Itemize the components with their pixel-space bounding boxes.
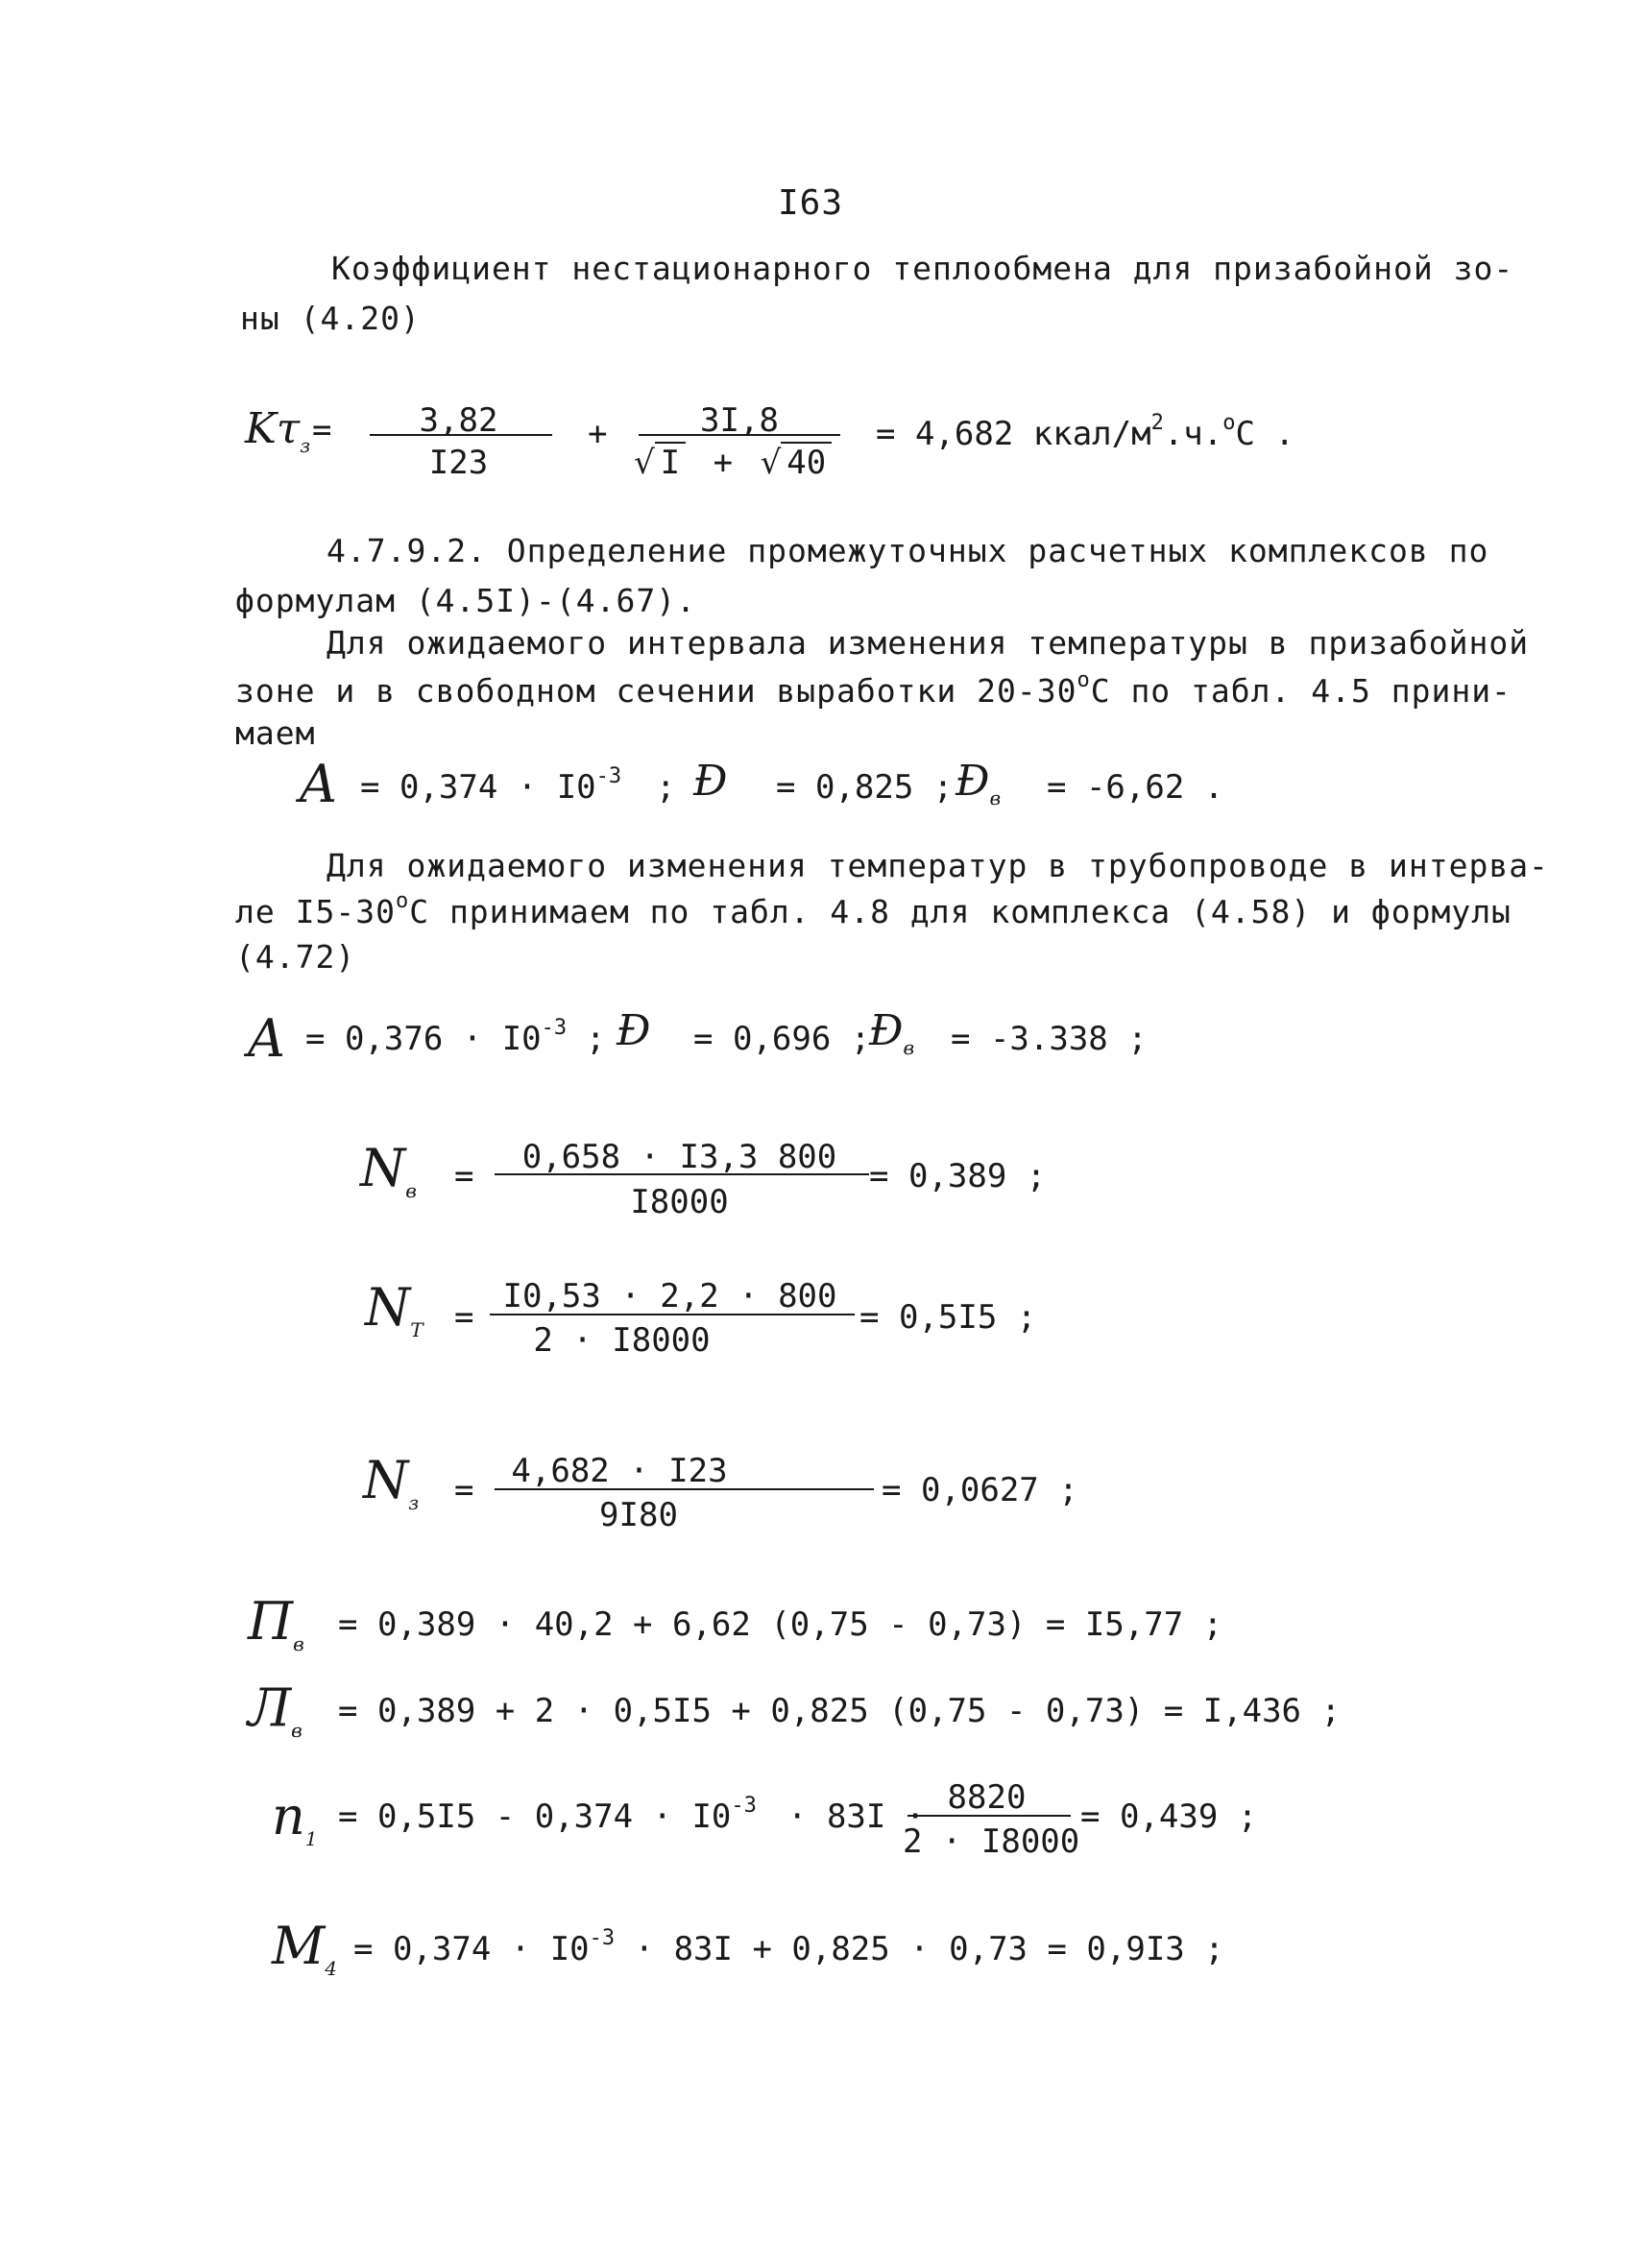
para2-line-1: Для ожидаемого изменения температур в трубопроводе в интерва- bbox=[327, 847, 1549, 884]
nz-denominator: 9I80 bbox=[599, 1496, 678, 1534]
k-frac2-bar bbox=[639, 434, 840, 436]
lb-symbol: $Л_в$ bbox=[248, 1677, 302, 1742]
eq1-b-symbol: Ð bbox=[693, 757, 728, 806]
k-symbol: $K\tau_з$ bbox=[245, 404, 311, 457]
nb-numerator: 0,658 · I3,3 800 bbox=[521, 1138, 837, 1176]
n1-numerator: 8820 bbox=[947, 1778, 1027, 1817]
para2-line-3: (4.72) bbox=[235, 938, 356, 976]
section-line-2: формулам (4.5I)-(4.67). bbox=[235, 582, 696, 619]
k-equals: = bbox=[312, 411, 332, 449]
lb-expression: = 0,389 + 2 · 0,5I5 + 0,825 (0,75 - 0,73) = I,436 ; bbox=[338, 1692, 1341, 1730]
intro-line-2: ны (4.20) bbox=[240, 300, 421, 337]
n1-expression-a: = $0,5I5 - 0,374 \cdot I0^{-3}$ bbox=[338, 1793, 757, 1836]
eq2-separator: ; bbox=[586, 1020, 606, 1058]
eq2-c-value: = -3.338 ; bbox=[951, 1020, 1148, 1058]
nb-result: = 0,389 ; bbox=[869, 1157, 1047, 1195]
page-number: I63 bbox=[778, 183, 844, 223]
n1-expression-b: · 83I · bbox=[787, 1798, 926, 1836]
para1-line-3: маем bbox=[235, 714, 316, 752]
nb-equals: = bbox=[454, 1157, 474, 1195]
m4-symbol: $M_4$ bbox=[272, 1916, 338, 1980]
eq1-separator: ; bbox=[656, 768, 676, 807]
m4-expression: = $0,374 \cdot I0^{-3} \cdot 83I + 0,825 \cdot 0,73 = 0,9I3$ ; bbox=[353, 1925, 1224, 1968]
eq2-c-symbol: $Ð_в$ bbox=[869, 1006, 915, 1059]
intro-line-1: Коэффициент нестационарного теплообмена для призабойной зо- bbox=[331, 250, 1514, 287]
nb-bar bbox=[495, 1173, 869, 1175]
eq1-a-symbol: A bbox=[300, 754, 337, 814]
para1-line-1: Для ожидаемого интервала изменения температуры в призабойной bbox=[327, 624, 1530, 662]
k-result: = 4,682 ккал/$м^2.ч.^oC$ . bbox=[876, 410, 1294, 453]
eq2-b-value: = 0,696 ; bbox=[693, 1020, 871, 1058]
nz-bar bbox=[495, 1488, 874, 1490]
nz-equals: = bbox=[454, 1471, 474, 1509]
nt-symbol: $N_Т$ bbox=[365, 1277, 423, 1341]
nt-denominator: 2 · I8000 bbox=[533, 1321, 711, 1360]
k-frac1-numerator: 3,82 bbox=[419, 401, 498, 440]
eq2-a-symbol: A bbox=[248, 1008, 285, 1069]
eq2-a-value: = $0,376 \cdot I0^{-3}$ bbox=[305, 1015, 568, 1058]
k-frac2-numerator: 3I,8 bbox=[700, 401, 779, 440]
nb-symbol: $N_в$ bbox=[360, 1138, 417, 1202]
para1-line-2: зоне и в свободном сечении выработки 20-30$^o$C по табл. 4.5 прини- bbox=[235, 668, 1512, 710]
pb-symbol: $П_в$ bbox=[248, 1591, 304, 1655]
nt-bar bbox=[490, 1314, 855, 1315]
nz-result: = 0,0627 ; bbox=[882, 1471, 1078, 1509]
k-frac2-denominator: √ I + √ 40 bbox=[634, 444, 832, 482]
eq1-a-value: = $0,374 \cdot I0^{-3}$ bbox=[360, 763, 622, 807]
eq1-c-symbol: $Ð_в$ bbox=[956, 757, 1002, 809]
nt-numerator: I0,53 · 2,2 · 800 bbox=[502, 1277, 837, 1315]
n1-denominator: 2 · I8000 bbox=[903, 1822, 1080, 1861]
nt-result: = 0,5I5 ; bbox=[859, 1298, 1037, 1337]
n1-symbol: $n_1$ bbox=[272, 1786, 318, 1850]
k-frac1-denominator: I23 bbox=[428, 444, 489, 482]
nz-symbol: $N_з$ bbox=[363, 1450, 420, 1514]
eq2-b-symbol: Ð bbox=[617, 1006, 651, 1055]
nb-denominator: I8000 bbox=[630, 1183, 729, 1221]
eq1-c-value: = -6,62 . bbox=[1047, 768, 1224, 807]
n1-bar bbox=[907, 1815, 1071, 1817]
nz-numerator: 4,682 · I23 bbox=[511, 1452, 728, 1490]
eq1-b-value: = 0,825 ; bbox=[776, 768, 954, 807]
k-plus: + bbox=[588, 415, 608, 453]
para2-line-2: ле I5-30$^o$C принимаем по табл. 4.8 для комплекса (4.58) и формулы bbox=[235, 889, 1512, 930]
pb-expression: = 0,389 · 40,2 + 6,62 (0,75 - 0,73) = I5,77 ; bbox=[338, 1605, 1223, 1644]
section-line-1: 4.7.9.2. Определение промежуточных расчетных комплексов по bbox=[327, 532, 1489, 569]
k-frac1-bar bbox=[370, 434, 552, 436]
nt-equals: = bbox=[454, 1298, 474, 1337]
n1-result: = 0,439 ; bbox=[1080, 1798, 1258, 1836]
